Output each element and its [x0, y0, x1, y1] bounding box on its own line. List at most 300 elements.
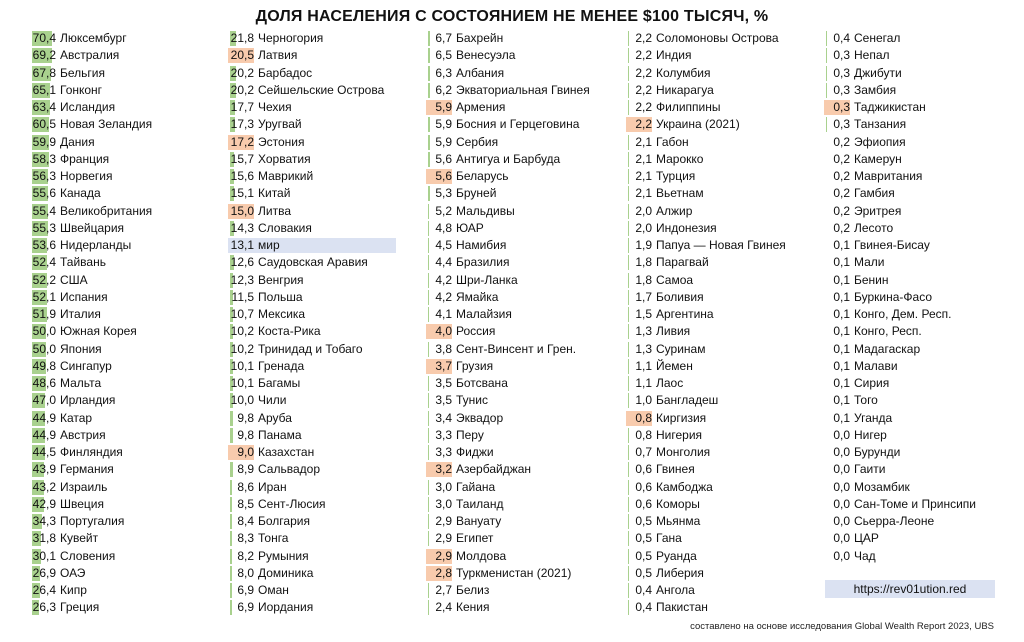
- value-label: 3,8: [435, 341, 452, 356]
- column-2: [228, 30, 418, 617]
- country-label: Чили: [258, 393, 287, 408]
- value-label: 0,1: [833, 272, 850, 287]
- table-row: [30, 47, 220, 64]
- table-row: [824, 65, 1014, 82]
- value-label: 0,1: [833, 410, 850, 425]
- value-label: 2,7: [435, 583, 452, 597]
- country-label: Беларусь: [456, 169, 509, 183]
- value-label: 9,8: [237, 427, 254, 442]
- table-row: [30, 254, 220, 271]
- country-label: Азербайджан: [456, 462, 532, 477]
- country-label: Исландия: [60, 100, 116, 114]
- country-label: Бруней: [456, 186, 497, 201]
- country-label: Папуа — Новая Гвинея: [656, 238, 786, 252]
- country-label: Нидерланды: [60, 238, 132, 252]
- table-row: [426, 410, 621, 427]
- country-label: Ботсвана: [456, 376, 508, 390]
- country-label: Сенегал: [854, 31, 901, 45]
- country-label: Уганда: [854, 410, 893, 425]
- value-label: 5,9: [435, 117, 452, 132]
- table-row: [228, 323, 418, 340]
- value-label: 1,1: [635, 376, 652, 390]
- value-label: 0,3: [833, 100, 850, 114]
- table-row: [30, 272, 220, 289]
- value-label: 0,0: [833, 514, 850, 528]
- value-label: 5,9: [435, 134, 452, 149]
- value-label: 10,7: [230, 307, 254, 321]
- value-label: 20,2: [230, 82, 254, 97]
- table-row: [824, 254, 1014, 271]
- value-label: 0,1: [833, 255, 850, 270]
- value-label: 0,2: [833, 220, 850, 235]
- country-label: Соломоновы Острова: [656, 31, 779, 45]
- value-label: 0,5: [635, 531, 652, 546]
- country-label: США: [60, 272, 88, 287]
- value-label: 43,2: [32, 479, 56, 494]
- country-label: Тунис: [456, 393, 488, 408]
- table-row: [626, 565, 821, 582]
- country-label: Мальта: [60, 376, 102, 390]
- country-label: Венгрия: [258, 272, 304, 287]
- table-row: [626, 599, 821, 616]
- table-row: [426, 272, 621, 289]
- table-row: [30, 358, 220, 375]
- table-row: [824, 410, 1014, 427]
- value-label: 8,2: [237, 548, 254, 563]
- table-row: [824, 530, 1014, 547]
- table-row: [30, 151, 220, 168]
- country-label: Мозамбик: [854, 479, 910, 494]
- country-label: Малави: [854, 358, 898, 373]
- value-label: 0,3: [833, 117, 850, 132]
- value-label: 2,1: [635, 134, 652, 149]
- value-label: 17,3: [230, 117, 254, 132]
- table-row: [426, 254, 621, 271]
- country-label: Руанда: [656, 548, 697, 563]
- value-label: 0,2: [833, 134, 850, 149]
- table-row: [228, 30, 418, 47]
- country-label: ЮАР: [456, 220, 484, 235]
- value-label: 30,1: [32, 548, 56, 563]
- value-label: 10,2: [230, 324, 254, 339]
- table-row: [626, 479, 821, 496]
- table-row: [626, 306, 821, 323]
- table-row: [824, 444, 1014, 461]
- table-row: [824, 392, 1014, 409]
- table-row: [30, 410, 220, 427]
- value-label: 10,2: [230, 341, 254, 356]
- country-label: Греция: [60, 600, 100, 615]
- value-label: 8,0: [237, 565, 254, 580]
- value-label: 13,1: [230, 238, 254, 252]
- table-row: [626, 341, 821, 358]
- value-label: 53,6: [32, 238, 56, 252]
- country-label: Колумбия: [656, 65, 711, 80]
- value-label: 69,2: [32, 48, 56, 63]
- value-label: 50,0: [32, 324, 56, 339]
- value-label: 3,2: [435, 462, 452, 477]
- country-label: Бангладеш: [656, 393, 719, 408]
- table-row: [30, 565, 220, 582]
- country-label: Перу: [456, 427, 484, 442]
- value-label: 26,4: [32, 583, 56, 597]
- country-label: Литва: [258, 203, 291, 218]
- country-label: Великобритания: [60, 203, 153, 218]
- country-label: Бразилия: [456, 255, 510, 270]
- table-row: [30, 30, 220, 47]
- value-label: 55,3: [32, 220, 56, 235]
- value-label: 4,1: [435, 307, 452, 321]
- country-label: Малайзия: [456, 307, 512, 321]
- value-label: 0,4: [635, 600, 652, 615]
- value-label: 1,9: [635, 238, 652, 252]
- value-label: 3,0: [435, 479, 452, 494]
- table-row: [228, 151, 418, 168]
- country-label: Мальдивы: [456, 203, 515, 218]
- table-row: [426, 479, 621, 496]
- table-row: [824, 427, 1014, 444]
- table-row: [626, 134, 821, 151]
- value-label: 60,5: [32, 117, 56, 132]
- country-label: Белиз: [456, 583, 490, 597]
- table-row: [824, 341, 1014, 358]
- country-label: Аргентина: [656, 307, 714, 321]
- table-row: [30, 99, 220, 116]
- table-row: [426, 530, 621, 547]
- table-row: [824, 47, 1014, 64]
- table-row: [824, 289, 1014, 306]
- country-label: Сирия: [854, 376, 890, 390]
- table-row: [626, 410, 821, 427]
- country-label: Новая Зеландия: [60, 117, 153, 132]
- table-row: [30, 392, 220, 409]
- country-label: Норвегия: [60, 169, 113, 183]
- table-row: [626, 444, 821, 461]
- country-label: Израиль: [60, 479, 108, 494]
- value-label: 8,4: [237, 514, 254, 528]
- country-label: Мадагаскар: [854, 341, 921, 356]
- table-row: [30, 323, 220, 340]
- country-label: Барбадос: [258, 65, 313, 80]
- table-row: [426, 47, 621, 64]
- country-label: Иран: [258, 479, 287, 494]
- table-row: [30, 237, 220, 254]
- table-row: [426, 599, 621, 616]
- country-label: Шри-Ланка: [456, 272, 518, 287]
- value-label: 10,1: [230, 358, 254, 373]
- value-label: 1,0: [635, 393, 652, 408]
- value-label: 56,3: [32, 169, 56, 183]
- value-label: 17,2: [230, 134, 254, 149]
- table-row: [426, 358, 621, 375]
- table-row: [626, 203, 821, 220]
- value-label: 0,5: [635, 514, 652, 528]
- value-label: 8,6: [237, 479, 254, 494]
- country-label: Испания: [60, 289, 108, 304]
- value-label: 0,1: [833, 324, 850, 339]
- country-label: Вануату: [456, 514, 502, 528]
- value-label: 42,9: [32, 496, 56, 511]
- value-label: 10,1: [230, 376, 254, 390]
- country-label: Бахрейн: [456, 31, 504, 45]
- country-label: Мавритания: [854, 169, 923, 183]
- country-label: Лесото: [854, 220, 894, 235]
- country-label: Тайвань: [60, 255, 106, 270]
- value-label: 0,4: [635, 583, 652, 597]
- table-row: [426, 565, 621, 582]
- value-label: 0,0: [833, 427, 850, 442]
- value-label: 0,0: [833, 445, 850, 459]
- value-label: 6,9: [237, 600, 254, 615]
- table-row: [824, 99, 1014, 116]
- country-label: Нигер: [854, 427, 887, 442]
- table-row: [30, 220, 220, 237]
- table-row: [824, 30, 1014, 47]
- country-label: Тринидад и Тобаго: [258, 341, 363, 356]
- country-label: ЦАР: [854, 531, 879, 546]
- table-row: [626, 47, 821, 64]
- value-label: 20,2: [230, 65, 254, 80]
- value-label: 4,4: [435, 255, 452, 270]
- value-label: 0,6: [635, 462, 652, 477]
- table-row: [228, 358, 418, 375]
- country-label: Катар: [60, 410, 93, 425]
- country-label: Монголия: [656, 445, 711, 459]
- table-row: [626, 358, 821, 375]
- table-row: [824, 513, 1014, 530]
- country-label: Индия: [656, 48, 692, 63]
- country-label: Киргизия: [656, 410, 707, 425]
- country-label: Италия: [60, 307, 101, 321]
- value-label: 44,5: [32, 445, 56, 459]
- value-label: 0,6: [635, 496, 652, 511]
- country-label: Конго, Дем. Респ.: [854, 307, 952, 321]
- table-row: [824, 306, 1014, 323]
- table-row: [228, 82, 418, 99]
- table-row: [228, 47, 418, 64]
- table-row: [228, 99, 418, 116]
- value-label: 4,8: [435, 220, 452, 235]
- value-label: 0,1: [833, 358, 850, 373]
- table-row: [30, 375, 220, 392]
- country-label: Мьянма: [656, 514, 701, 528]
- table-row: [30, 548, 220, 565]
- table-row: [626, 82, 821, 99]
- table-row: [228, 272, 418, 289]
- country-label: Доминика: [258, 565, 314, 580]
- table-row: [426, 134, 621, 151]
- country-label: Буркина-Фасо: [854, 289, 933, 304]
- value-label: 0,8: [635, 410, 652, 425]
- country-label: Намибия: [456, 238, 507, 252]
- table-row: [824, 116, 1014, 133]
- value-label: 3,5: [435, 376, 452, 390]
- table-row: [626, 513, 821, 530]
- table-row: [426, 237, 621, 254]
- value-label: 0,1: [833, 307, 850, 321]
- country-label: Словения: [60, 548, 116, 563]
- table-row: [626, 427, 821, 444]
- country-label: Панама: [258, 427, 302, 442]
- table-row: [824, 151, 1014, 168]
- country-label: Австралия: [60, 48, 120, 63]
- value-label: 3,3: [435, 445, 452, 459]
- table-row: [426, 185, 621, 202]
- table-row: [426, 116, 621, 133]
- value-label: 44,9: [32, 410, 56, 425]
- table-row: [228, 375, 418, 392]
- value-label: 44,9: [32, 427, 56, 442]
- country-label: Уругвай: [258, 117, 302, 132]
- value-label: 52,1: [32, 289, 56, 304]
- table-row: [426, 513, 621, 530]
- table-row: [426, 392, 621, 409]
- value-label: 26,3: [32, 600, 56, 615]
- country-label: Сингапур: [60, 358, 112, 373]
- value-label: 6,5: [435, 48, 452, 63]
- country-label: Самоа: [656, 272, 694, 287]
- table-row: [30, 479, 220, 496]
- country-label: Ливия: [656, 324, 691, 339]
- value-label: 14,3: [230, 220, 254, 235]
- value-label: 12,3: [230, 272, 254, 287]
- table-row: [824, 168, 1014, 185]
- table-row: [426, 548, 621, 565]
- value-label: 47,0: [32, 393, 56, 408]
- value-label: 2,1: [635, 151, 652, 166]
- value-label: 65,1: [32, 82, 56, 97]
- country-label: Тонга: [258, 531, 289, 546]
- country-label: Гренада: [258, 358, 305, 373]
- value-label: 52,2: [32, 272, 56, 287]
- country-label: Румыния: [258, 548, 309, 563]
- table-row: [426, 582, 621, 599]
- value-label: 0,3: [833, 48, 850, 63]
- value-label: 2,9: [435, 531, 452, 546]
- value-label: 2,1: [635, 169, 652, 183]
- table-row: [626, 168, 821, 185]
- country-label: Фиджи: [456, 445, 494, 459]
- country-label: Кения: [456, 600, 490, 615]
- table-row: [824, 220, 1014, 237]
- value-label: 2,2: [635, 117, 652, 132]
- country-label: Филиппины: [656, 100, 721, 114]
- table-row: [228, 444, 418, 461]
- table-row: [626, 392, 821, 409]
- value-label: 26,9: [32, 565, 56, 580]
- table-row: [824, 134, 1014, 151]
- country-label: Мали: [854, 255, 885, 270]
- value-label: 5,3: [435, 186, 452, 201]
- country-label: Иордания: [258, 600, 314, 615]
- country-label: Турция: [656, 169, 696, 183]
- table-row: [824, 272, 1014, 289]
- country-label: Албания: [456, 65, 505, 80]
- site-link[interactable]: https://rev01ution.red: [825, 580, 995, 598]
- country-label: Ангола: [656, 583, 695, 597]
- table-row: [30, 203, 220, 220]
- value-label: 4,5: [435, 238, 452, 252]
- table-row: [228, 392, 418, 409]
- country-label: Казахстан: [258, 445, 315, 459]
- source-note: составлено на основе исследования Global Wealth Report 2023, UBS: [690, 621, 994, 632]
- value-label: 1,1: [635, 358, 652, 373]
- country-label: Багамы: [258, 376, 301, 390]
- value-label: 3,7: [435, 358, 452, 373]
- table-row: [824, 185, 1014, 202]
- table-row: [228, 341, 418, 358]
- value-label: 20,5: [230, 48, 254, 63]
- table-row: [30, 582, 220, 599]
- table-row: [30, 461, 220, 478]
- value-label: 70,4: [32, 31, 56, 45]
- chart-title: ДОЛЯ НАСЕЛЕНИЯ С СОСТОЯНИЕМ НЕ МЕНЕЕ $100 ТЫСЯЧ, %: [255, 8, 769, 25]
- value-label: 50,0: [32, 341, 56, 356]
- value-label: 10,0: [230, 393, 254, 408]
- table-row: [228, 203, 418, 220]
- table-row: [426, 427, 621, 444]
- value-label: 4,2: [435, 289, 452, 304]
- country-label: Молдова: [456, 548, 507, 563]
- value-label: 2,1: [635, 186, 652, 201]
- table-row: [626, 185, 821, 202]
- value-label: 11,5: [231, 289, 254, 304]
- value-label: 1,3: [635, 324, 652, 339]
- country-label: Канада: [60, 186, 101, 201]
- table-row: [626, 530, 821, 547]
- country-label: Коморы: [656, 496, 700, 511]
- table-row: [30, 168, 220, 185]
- value-label: 55,6: [32, 186, 56, 201]
- table-row: [30, 427, 220, 444]
- value-label: 0,0: [833, 462, 850, 477]
- table-row: [228, 530, 418, 547]
- value-label: 15,0: [230, 203, 254, 218]
- country-label: Швейцария: [60, 220, 125, 235]
- table-row: [228, 427, 418, 444]
- value-label: 0,7: [635, 445, 652, 459]
- country-label: Австрия: [60, 427, 106, 442]
- table-row: [626, 220, 821, 237]
- table-row: [626, 237, 821, 254]
- country-label: Сьерра-Леоне: [854, 514, 935, 528]
- table-row: [426, 168, 621, 185]
- value-label: 0,2: [833, 169, 850, 183]
- table-row: [30, 134, 220, 151]
- table-row: [228, 461, 418, 478]
- country-label: Алжир: [656, 203, 693, 218]
- value-label: 2,2: [635, 100, 652, 114]
- table-row: [626, 461, 821, 478]
- table-row: [426, 496, 621, 513]
- table-row: [30, 289, 220, 306]
- country-label: Россия: [456, 324, 496, 339]
- country-label: Словакия: [258, 220, 312, 235]
- value-label: 34,3: [32, 514, 56, 528]
- table-row: [228, 496, 418, 513]
- value-label: 2,8: [435, 565, 452, 580]
- table-row: [426, 375, 621, 392]
- value-label: 0,3: [833, 65, 850, 80]
- country-label: Гонконг: [60, 82, 103, 97]
- country-label: Конго, Респ.: [854, 324, 922, 339]
- country-label: Эритрея: [854, 203, 902, 218]
- country-label: Гана: [656, 531, 682, 546]
- country-label: Того: [854, 393, 878, 408]
- country-label: мир: [258, 238, 280, 252]
- value-label: 0,6: [635, 479, 652, 494]
- country-label: Грузия: [456, 358, 494, 373]
